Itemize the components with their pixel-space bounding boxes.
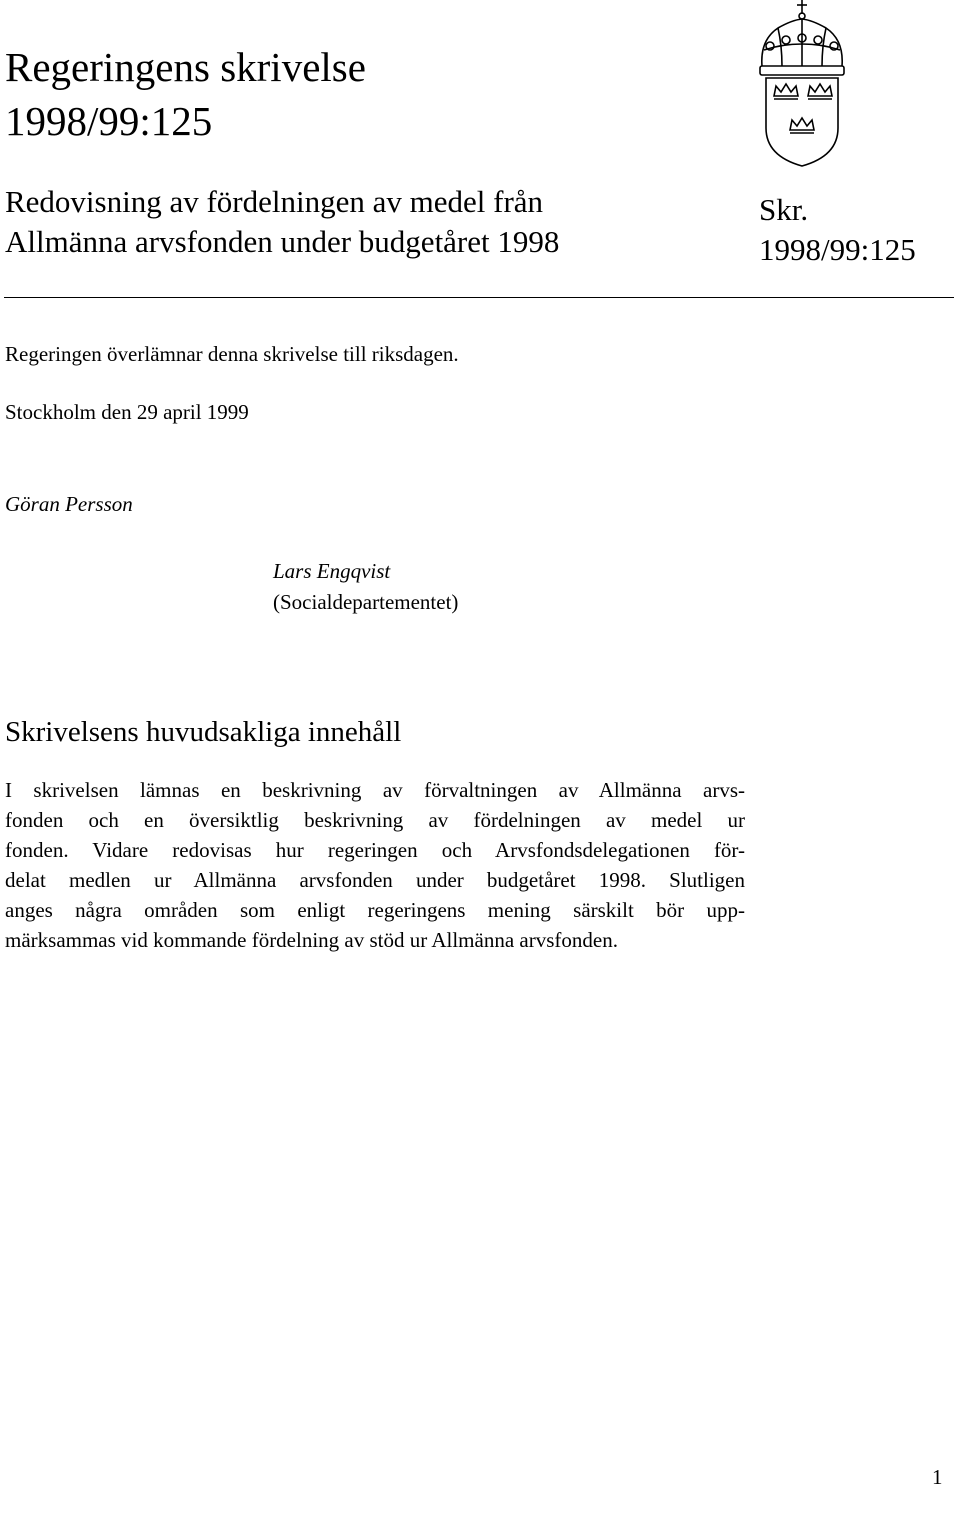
intro-text: Regeringen överlämnar denna skrivelse till riksdagen. [5,342,459,366]
summary-line: fonden och en översiktlig beskrivning av fördelningen av medel ur [5,808,745,832]
summary-line: I skrivelsen lämnas en beskrivning av förvaltningen av Allmänna arvs- [5,778,745,802]
summary-line: anges några områden som enligt regeringens mening särskilt bör upp- [5,898,745,922]
skr-number: 1998/99:125 [759,232,916,267]
summary-heading: Skrivelsens huvudsakliga innehåll [5,716,402,748]
signature-department: (Socialdepartementet) [273,590,459,614]
summary-line: märksammas vid kommande fördelning av stöd ur Allmänna arvsfonden. [5,928,618,952]
subtitle-line-2: Allmänna arvsfonden under budgetåret 1998 [5,224,560,259]
header-divider [4,297,954,298]
title-line-1: Regeringens skrivelse [5,44,366,90]
subtitle-line-1: Redovisning av fördelningen av medel från [5,184,544,219]
skr-label: Skr. [759,192,809,227]
signature-prime-minister: Göran Persson [5,492,133,516]
document-number-block [759,190,916,270]
signature-minister: Lars Engqvist [273,559,391,583]
place-date: Stockholm den 29 april 1999 [5,400,249,424]
title-line-2: 1998/99:125 [5,98,213,144]
page-number: 1 [932,1465,943,1489]
summary-line: delat medlen ur Allmänna arvsfonden under budgetåret 1998. Slutligen [5,868,745,892]
summary-body [5,775,745,955]
swedish-coat-of-arms-icon [752,0,856,172]
document-title [5,40,366,148]
document-subtitle [5,182,559,262]
summary-line: fonden. Vidare redovisas hur regeringen och Arvsfondsdelegationen för- [5,838,745,862]
